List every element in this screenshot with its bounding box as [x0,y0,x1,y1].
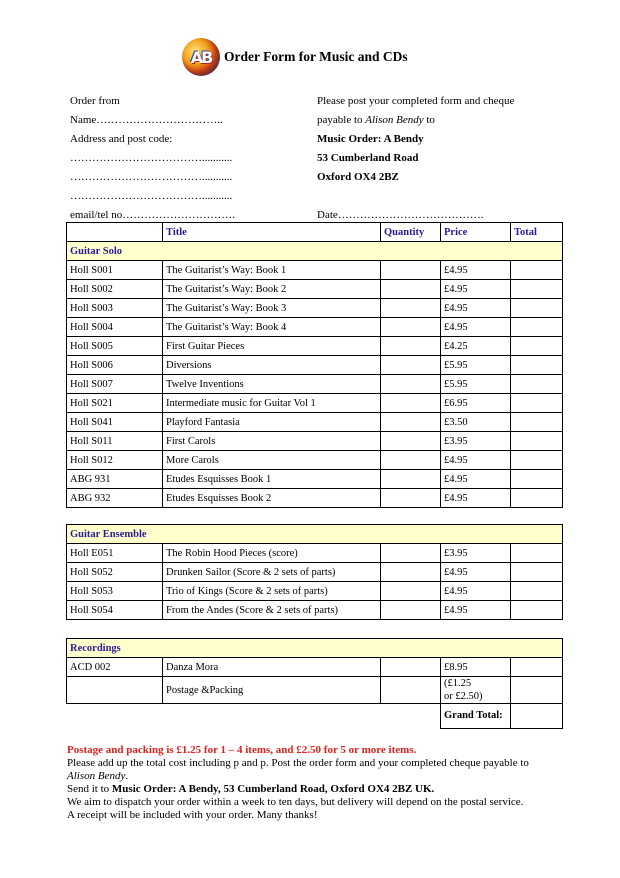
table-row [67,394,563,413]
grand-blank-1 [67,704,163,729]
table-row [67,658,563,677]
item-title: Etudes Esquisses Book 1 [163,470,381,489]
item-title: The Guitarist’s Way: Book 4 [163,318,381,337]
total-cell[interactable] [511,658,563,677]
postage-total-cell[interactable] [511,677,563,704]
order-from-block [70,92,310,225]
dispatch-note: We aim to dispatch your order within a week to ten days, but delivery will depend on the postal service. [67,796,524,808]
item-price: £4.95 [441,318,511,337]
quantity-cell[interactable] [381,601,441,620]
receipt-note: A receipt will be included with your order. Many thanks! [67,809,318,821]
mail-address-spacer [317,187,577,206]
item-title: From the Andes (Score & 2 sets of parts) [163,601,381,620]
quantity-cell[interactable] [381,582,441,601]
postage-price-line-1: (£1.25 [444,678,472,689]
item-title: Drunken Sailor (Score & 2 sets of parts) [163,563,381,582]
table-row [67,451,563,470]
item-code: Holl S012 [67,451,163,470]
total-cell[interactable] [511,489,563,508]
quantity-cell[interactable] [381,563,441,582]
table-row [67,261,563,280]
email-tel-field[interactable]: email/tel no…………………………. [70,209,235,221]
table-row [67,280,563,299]
item-code: Holl S011 [67,432,163,451]
postage-row [67,677,563,704]
total-cell[interactable] [511,318,563,337]
recordings-table [66,638,563,729]
table-row [67,544,563,563]
quantity-cell[interactable] [381,318,441,337]
item-title: Etudes Esquisses Book 2 [163,489,381,508]
section-guitar-ensemble [67,525,563,544]
total-cell[interactable] [511,451,563,470]
item-code: Holl S003 [67,299,163,318]
item-title: The Robin Hood Pieces (score) [163,544,381,563]
quantity-cell[interactable] [381,280,441,299]
page-title: Order Form for Music and CDs [224,49,408,64]
mail-address-line-3: Oxford OX4 2BZ [317,171,399,183]
item-price: £8.95 [441,658,511,677]
quantity-cell[interactable] [381,451,441,470]
order-from-label: Order from [70,95,120,107]
instructions [67,757,567,783]
payable-to-pre: payable to [317,114,366,126]
item-price: £4.95 [441,601,511,620]
mail-address-line-1: Music Order: A Bendy [317,133,424,145]
total-cell[interactable] [511,413,563,432]
postage-label: Postage &Packing [163,677,381,704]
grand-total-label: Grand Total: [441,704,511,729]
quantity-cell[interactable] [381,413,441,432]
send-to-pre: Send it to [67,783,112,795]
table-row [67,582,563,601]
table-row [67,563,563,582]
grand-total-row [67,704,563,729]
total-cell[interactable] [511,261,563,280]
total-cell[interactable] [511,375,563,394]
recordings-rows [67,658,563,677]
item-price: £4.95 [441,582,511,601]
quantity-cell[interactable] [381,432,441,451]
quantity-cell[interactable] [381,337,441,356]
ab-logo [182,38,220,76]
header-price: Price [441,223,511,242]
postage-price [441,677,511,704]
payable-to [317,111,577,130]
postage-note: Postage and packing is £1.25 for 1 – 4 items, and £2.50 for 5 or more items. [67,744,417,756]
item-price: £5.95 [441,356,511,375]
grand-blank-2 [163,704,381,729]
item-title: Twelve Inventions [163,375,381,394]
quantity-cell[interactable] [381,544,441,563]
item-price: £3.50 [441,413,511,432]
quantity-cell[interactable] [381,394,441,413]
quantity-cell[interactable] [381,299,441,318]
total-cell[interactable] [511,280,563,299]
item-code: Holl S006 [67,356,163,375]
section-title: Recordings [67,639,563,658]
item-code: Holl S052 [67,563,163,582]
item-code: Holl E051 [67,544,163,563]
item-price: £4.95 [441,280,511,299]
payee-name: Alison Bendy [365,114,424,126]
item-code: Holl S053 [67,582,163,601]
address-line-3[interactable]: ………………………………........... [70,190,233,202]
table-row [67,601,563,620]
item-code: Holl S041 [67,413,163,432]
logo-text: AB [190,47,212,67]
item-title: First Guitar Pieces [163,337,381,356]
item-price: £4.95 [441,451,511,470]
address-label: Address and post code: [70,133,173,145]
total-cell[interactable] [511,337,563,356]
header-quantity: Quantity [381,223,441,242]
item-price: £4.25 [441,337,511,356]
table-row [67,299,563,318]
table-row [67,432,563,451]
item-price: £3.95 [441,544,511,563]
guitar-ensemble-table [66,524,563,620]
instructions-payee: Alison Bendy [67,770,126,782]
address-line-1[interactable]: ………………………………........... [70,152,233,164]
quantity-cell[interactable] [381,658,441,677]
item-code: Holl S007 [67,375,163,394]
item-title: First Carols [163,432,381,451]
postage-code-cell [67,677,163,704]
postage-price-line-2: or £2.50) [444,691,483,702]
mail-address-line-2: 53 Cumberland Road [317,152,419,164]
quantity-cell[interactable] [381,375,441,394]
page-header [182,38,408,76]
section-title: Guitar Solo [67,242,563,261]
table-row [67,470,563,489]
quantity-cell[interactable] [381,261,441,280]
item-price: £4.95 [441,470,511,489]
item-code: Holl S001 [67,261,163,280]
total-cell[interactable] [511,299,563,318]
item-code: Holl S054 [67,601,163,620]
post-to-block [317,92,577,225]
table-row [67,356,563,375]
total-cell[interactable] [511,582,563,601]
item-code: Holl S002 [67,280,163,299]
section-guitar-solo [67,242,563,261]
table-row [67,337,563,356]
item-title: Diversions [163,356,381,375]
grand-total-cell[interactable] [511,704,563,729]
item-price: £5.95 [441,375,511,394]
item-code: ABG 932 [67,489,163,508]
header-total: Total [511,223,563,242]
table-header-row [67,223,563,242]
total-cell[interactable] [511,544,563,563]
item-code: Holl S005 [67,337,163,356]
item-title: Intermediate music for Guitar Vol 1 [163,394,381,413]
quantity-cell[interactable] [381,470,441,489]
item-title: The Guitarist’s Way: Book 3 [163,299,381,318]
item-price: £6.95 [441,394,511,413]
item-price: £4.95 [441,299,511,318]
payable-to-post: to [423,114,435,126]
date-field[interactable]: Date…………………………………. [317,209,484,221]
quantity-cell[interactable] [381,356,441,375]
guitar-solo-rows [67,261,563,508]
total-cell[interactable] [511,601,563,620]
guitar-solo-table [66,222,563,508]
table-row [67,375,563,394]
total-cell[interactable] [511,432,563,451]
table-row [67,489,563,508]
table-row [67,413,563,432]
header-code [67,223,163,242]
item-code: Holl S021 [67,394,163,413]
total-cell[interactable] [511,470,563,489]
item-code: Holl S004 [67,318,163,337]
header-title: Title [163,223,381,242]
post-instruction: Please post your completed form and cheque [317,95,515,107]
name-field[interactable]: Name…………………………….. [70,114,223,126]
item-title: The Guitarist’s Way: Book 1 [163,261,381,280]
item-price: £4.95 [441,261,511,280]
item-title: The Guitarist’s Way: Book 2 [163,280,381,299]
item-code: ACD 002 [67,658,163,677]
total-cell[interactable] [511,563,563,582]
grand-blank-3 [381,704,441,729]
total-cell[interactable] [511,356,563,375]
item-title: Playford Fantasia [163,413,381,432]
item-price: £4.95 [441,563,511,582]
item-price: £4.95 [441,489,511,508]
item-price: £3.95 [441,432,511,451]
send-to [67,783,567,796]
instructions-end: . [125,770,129,782]
section-recordings [67,639,563,658]
postage-quantity-cell[interactable] [381,677,441,704]
item-title: Danza Mora [163,658,381,677]
instructions-text: Please add up the total cost including p and p. Post the order form and your completed cheque payable to [67,757,529,769]
item-code: ABG 931 [67,470,163,489]
item-title: Trio of Kings (Score & 2 sets of parts) [163,582,381,601]
send-to-address: Music Order: A Bendy, 53 Cumberland Road, Oxford OX4 2BZ UK. [111,783,435,795]
footer-notes [67,744,567,822]
guitar-ensemble-rows [67,544,563,620]
table-row [67,318,563,337]
section-title: Guitar Ensemble [67,525,563,544]
quantity-cell[interactable] [381,489,441,508]
total-cell[interactable] [511,394,563,413]
address-line-2[interactable]: ………………………………........... [70,171,233,183]
item-title: More Carols [163,451,381,470]
